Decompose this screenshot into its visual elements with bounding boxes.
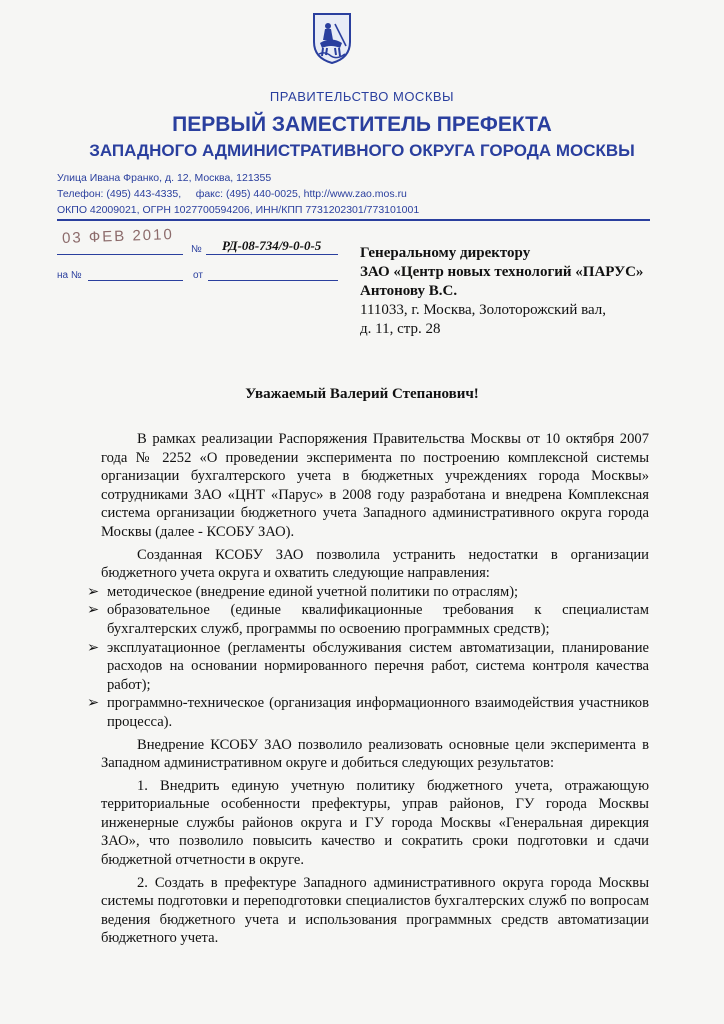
arrow-bullet-icon: ➢ [87, 602, 100, 619]
addressee-name: Антонову В.С. [360, 283, 458, 299]
paragraph-2: Созданная КСОБУ ЗАО позволила устранить недостатки в организации бюджетного учета округа и охватить следующие направления: [101, 546, 649, 582]
date-stamp: 03 ФЕВ 2010 [61, 226, 175, 247]
sender-title: ПЕРВЫЙ ЗАМЕСТИТЕЛЬ ПРЕФЕКТА [172, 113, 552, 136]
number-label: № [191, 244, 202, 255]
government-name: ПРАВИТЕЛЬСТВО МОСКВЫ [269, 89, 455, 104]
sender-organization: ЗАПАДНОГО АДМИНИСТРАТИВНОГО ОКРУГА ГОРОДА МОСКВЫ [89, 141, 635, 160]
registration-number: РД-08-734/9-0-0-5 [222, 238, 322, 253]
paragraph-1: В рамках реализации Распоряжения Правительства Москвы от 10 октября 2007 года № 2252 «О проведении эксперимента по построению комплексной системы организации бухгалтерского учета в бюджетных учреждениях города Москвы» сотрудниками ЗАО «ЦНТ «Парус» в 2008 году разработана и внедрена Комплексная система организации бюджетного учета Западного административного округа города Москвы (далее - КСОБУ ЗАО). [101, 431, 649, 540]
from-label: от [193, 270, 203, 281]
reference-line [88, 280, 183, 281]
sender-address: Улица Ивана Франко, д. 12, Москва, 121355 [57, 172, 272, 184]
letter-body [87, 430, 649, 952]
addressee-company: ЗАО «Центр новых технологий «ПАРУС» [360, 264, 644, 280]
list-item: ➢ методическое (внедрение единой учетной политики по отраслям); [87, 583, 519, 600]
list-item: ➢ программно-техническое (организация информационного взаимодействия участников процесса). [87, 695, 649, 730]
addressee-address-line1: 111033, г. Москва, Золоторожский вал, [360, 302, 607, 318]
arrow-bullet-icon: ➢ [87, 695, 100, 712]
letterhead-divider [57, 219, 650, 221]
sender-codes: ОКПО 42009021, ОГРН 1027700594206, ИНН/КПП 7731202301/773101001 [57, 204, 420, 216]
sender-phone: Телефон: (495) 443-4335, факс: (495) 440-0025, http://www.zao.mos.ru [57, 188, 407, 200]
addressee-address-line2: д. 11, стр. 28 [360, 321, 441, 337]
list-item: ➢ образовательное (единые квалификационные требования к специалистам бухгалтерских служб, программы по освоению программных средств); [87, 602, 649, 637]
result-2: 2. Создать в префектуре Западного административного округа города Москвы системы подготовки и переподготовки специалистов бухгалтерских служб по вопросам ведения бюджетного учета и использования программных средств автоматизации бюджетного учета. [101, 874, 649, 947]
paragraph-3: Внедрение КСОБУ ЗАО позволило реализовать основные цели эксперимента в Западном административном округе и добиться следующих результатов: [101, 736, 649, 772]
arrow-bullet-icon: ➢ [87, 639, 100, 656]
reference-label: на № [57, 270, 82, 281]
number-line [206, 254, 338, 255]
addressee-position: Генеральному директору [360, 245, 531, 261]
result-1: 1. Внедрить единую учетную политику бюджетного учета, отражающую территориальные особенности префектуры, управ районов, ГУ города Москвы инженерные службы районов округа и ГУ города Москвы «Генеральная дирекция ЗАО», что позволило повысить качество и сократить сроки подготовки и сдачи бюджетной отчетности в округе. [101, 777, 649, 869]
directions-list [87, 583, 649, 732]
date-line [57, 254, 183, 255]
salutation: Уважаемый Валерий Степанович! [245, 386, 479, 402]
from-line [208, 280, 338, 281]
arrow-bullet-icon: ➢ [87, 583, 100, 600]
list-item: ➢ эксплуатационное (регламенты обслуживания систем автоматизации, планирование расходов на основании нормированного перечня работ, система контроля качества работ); [87, 639, 649, 693]
moscow-coat-of-arms-icon [311, 10, 353, 65]
